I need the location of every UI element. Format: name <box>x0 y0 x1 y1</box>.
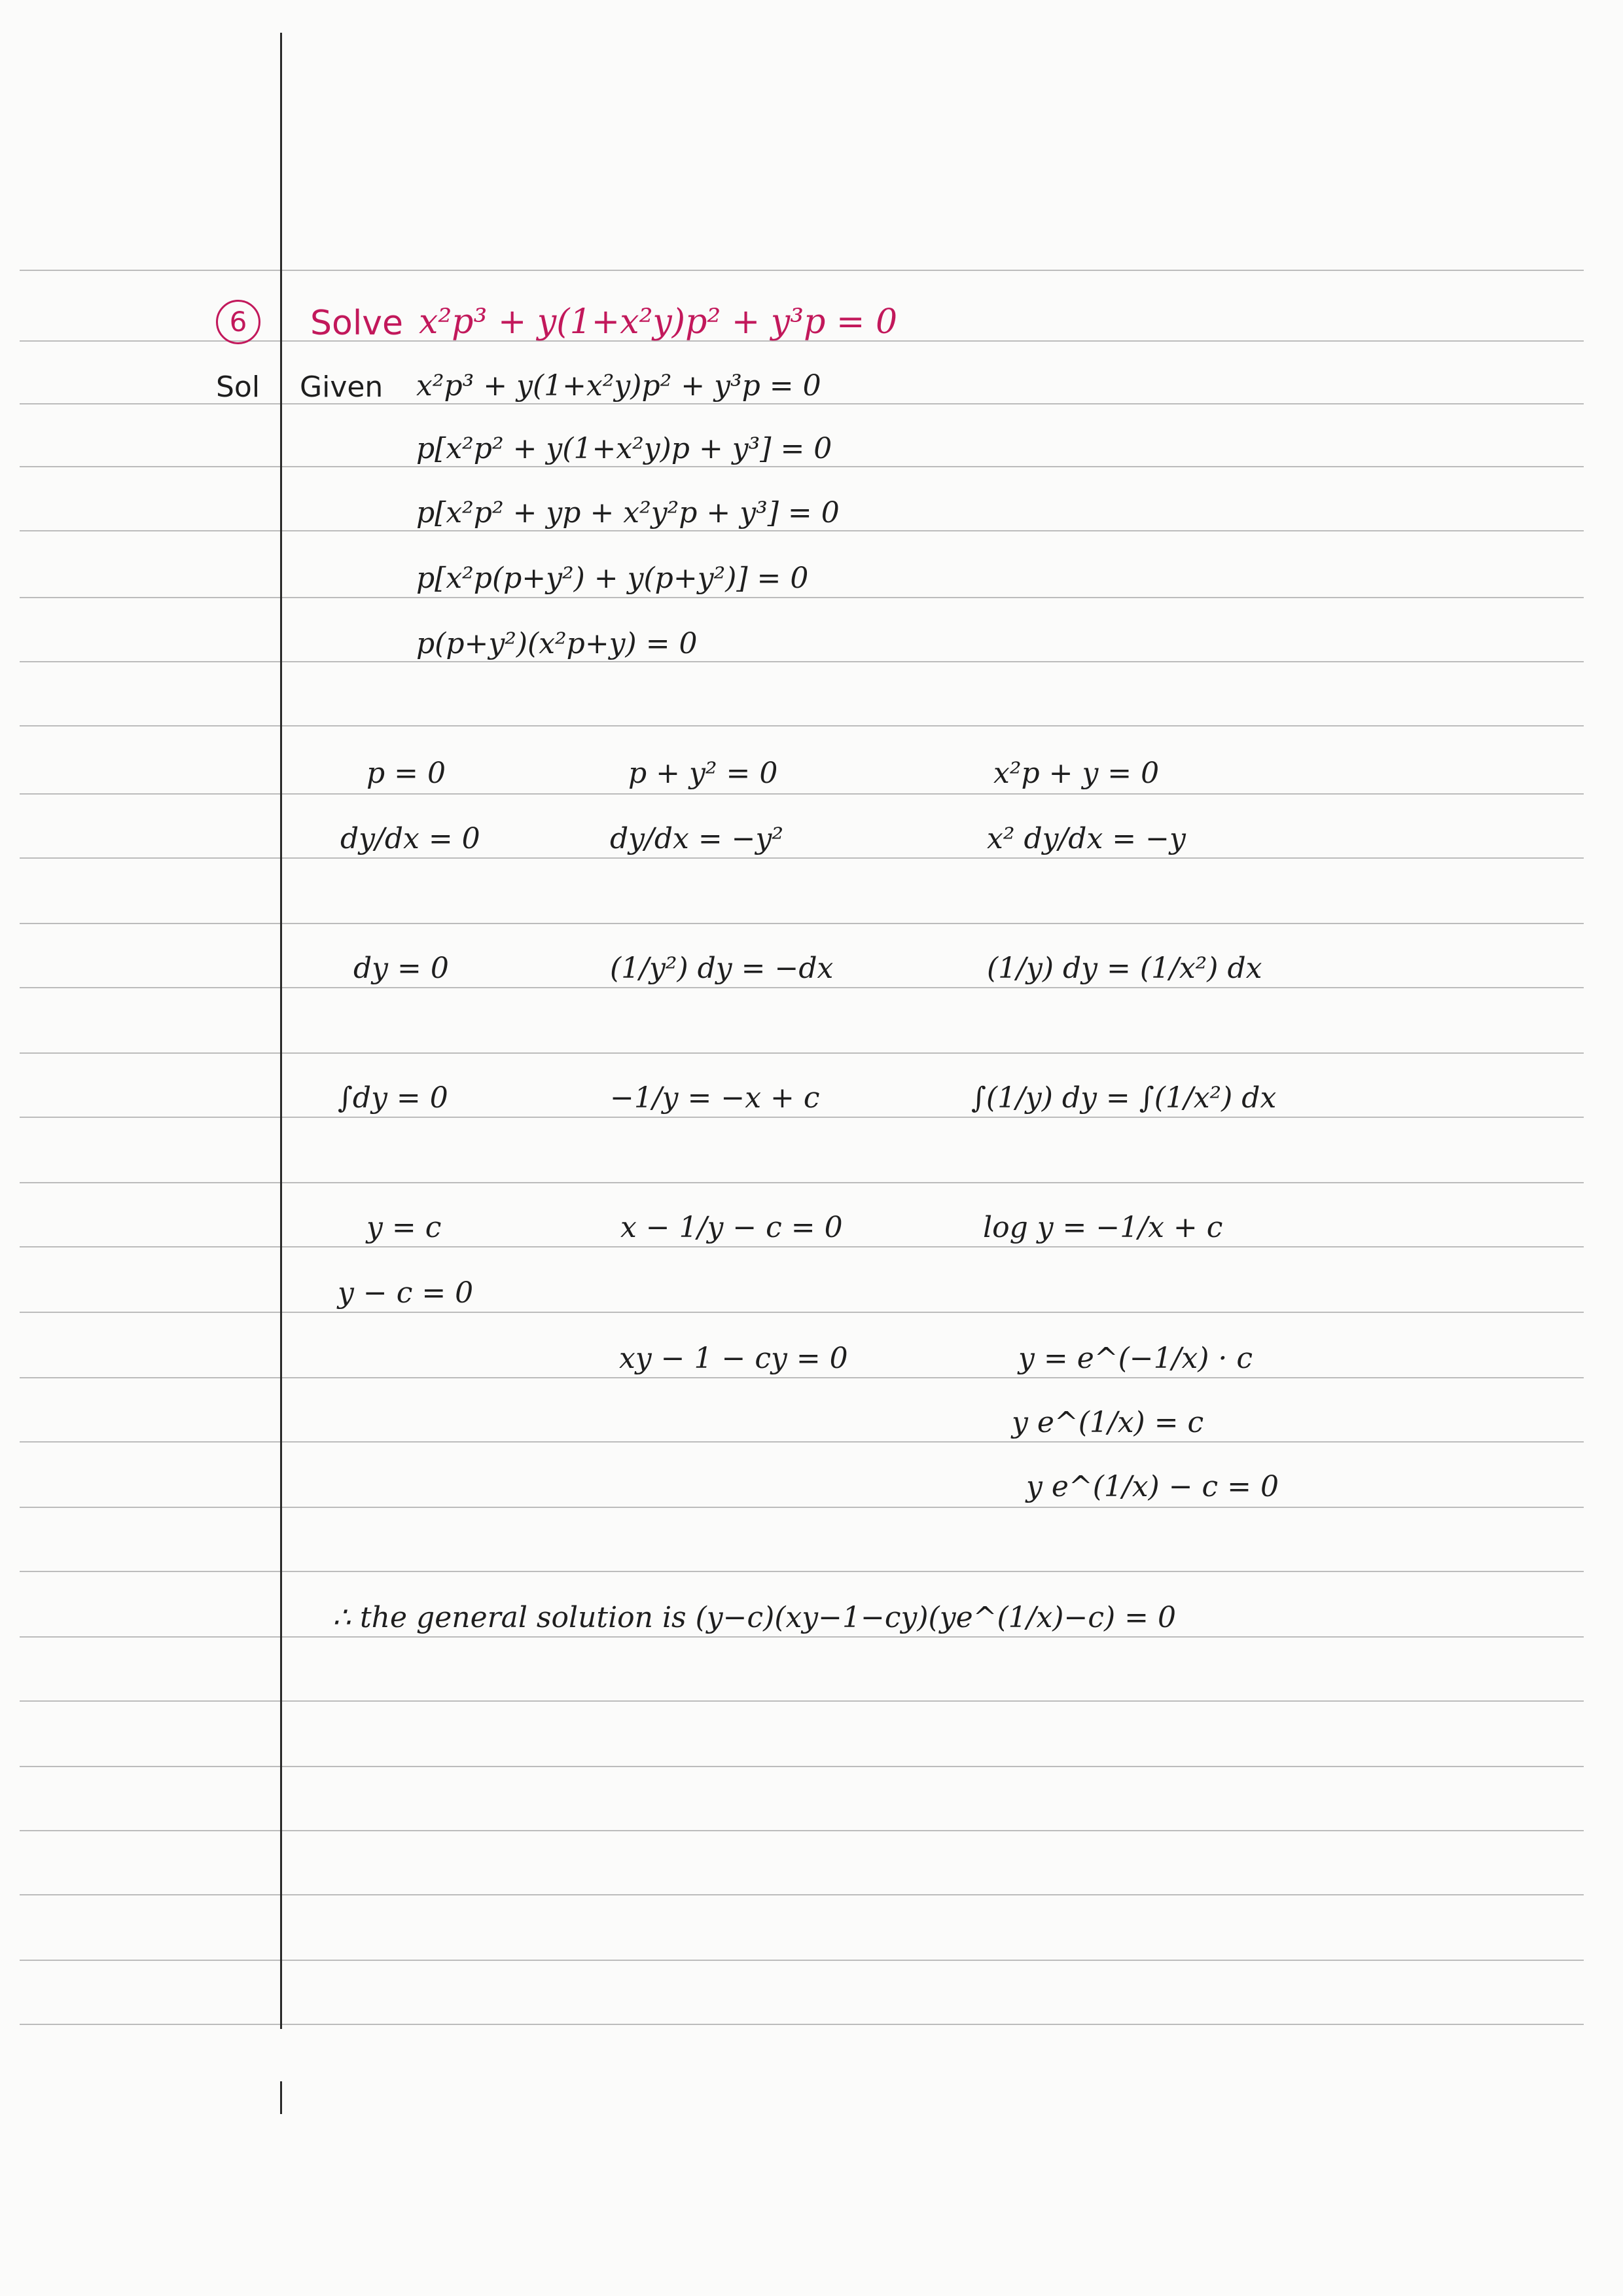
case-line: −1/y = −x + c <box>610 1081 820 1115</box>
case-line: y = c <box>366 1211 442 1244</box>
solution-step: p[x²p² + y(1+x²y)p + y³] = 0 <box>416 432 832 465</box>
case-line: y e^(1/x) − c = 0 <box>1026 1470 1279 1503</box>
case-line: log y = −1/x + c <box>983 1211 1223 1244</box>
solution-step: x²p³ + y(1+x²y)p² + y³p = 0 <box>416 369 821 403</box>
case-line: x² dy/dx = −y <box>987 822 1186 855</box>
solve-label: Solve <box>310 304 404 343</box>
margin-line-tail <box>280 2081 282 2114</box>
case-line: dy/dx = 0 <box>340 822 480 855</box>
solution-step: p(p+y²)(x²p+y) = 0 <box>416 627 698 660</box>
case-line: x − 1/y − c = 0 <box>620 1211 843 1244</box>
case-line: xy − 1 − cy = 0 <box>619 1342 848 1375</box>
case-line: y − c = 0 <box>338 1276 474 1310</box>
problem-equation: x²p³ + y(1+x²y)p² + y³p = 0 <box>419 302 898 342</box>
case-line: ∫dy = 0 <box>338 1081 448 1115</box>
case-line: y = e^(−1/x) · c <box>1018 1342 1253 1375</box>
case-line: (1/y²) dy = −dx <box>610 952 834 985</box>
case-line: x²p + y = 0 <box>993 757 1160 790</box>
margin-line <box>280 33 282 2029</box>
case-line: dy = 0 <box>353 952 449 985</box>
case-line: ∫(1/y) dy = ∫(1/x²) dx <box>971 1081 1277 1115</box>
case-line: p + y² = 0 <box>628 757 778 790</box>
case-line: y e^(1/x) = c <box>1012 1406 1204 1439</box>
general-solution: ∴ the general solution is (y−c)(xy−1−cy)(ye^(1/x)−c) = 0 <box>332 1601 1176 1634</box>
case-line: (1/y) dy = (1/x²) dx <box>987 952 1262 985</box>
case-line: p = 0 <box>366 757 446 790</box>
solution-step: p[x²p(p+y²) + y(p+y²)] = 0 <box>416 562 809 595</box>
sol-label: Sol <box>216 370 260 404</box>
given-label: Given <box>300 370 383 404</box>
case-line: dy/dx = −y² <box>610 822 784 855</box>
problem-number: 6 <box>216 300 260 344</box>
solution-step: p[x²p² + yp + x²y²p + y³] = 0 <box>416 496 840 529</box>
